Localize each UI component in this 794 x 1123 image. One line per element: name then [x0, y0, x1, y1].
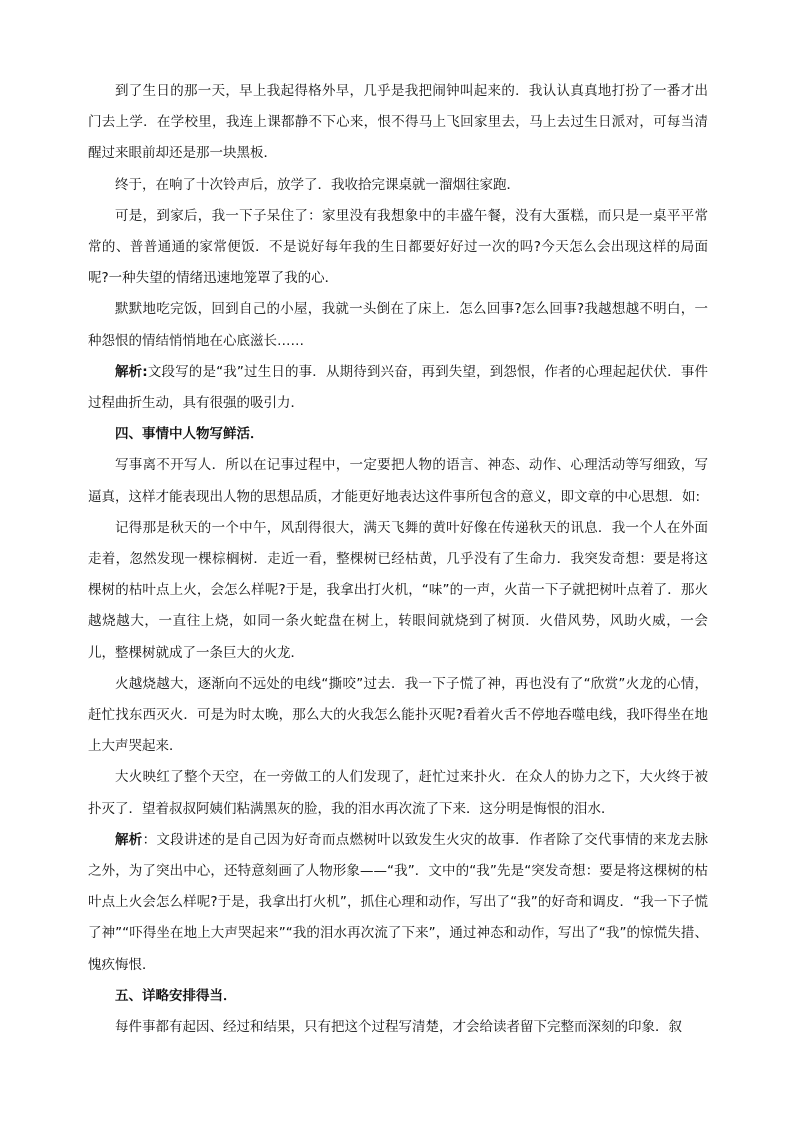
paragraph-disappointment: 可是，到家后，我一下子呆住了：家里没有我想象中的丰盛午餐，没有大蛋糕，而只是一桌平平常常的、普普通通的家常便饭．不是说好每年我的生日都要好好过一次的吗?今天怎么会出现这样的局面呢?一种失望的情绪迅速地笼罩了我的心．	[88, 207, 708, 287]
paragraph-fire-spreads: 火越烧越大，逐渐向不远处的电线“撕咬”过去．我一下子慌了神，再也没有了“欣赏”火龙的心情，赶忙找东西灭火．可是为时太晚，那么大的火我怎么能扑灭呢?看着火舌不停地吞噬电线，我吓得坐在地上大声哭起来．	[88, 675, 708, 755]
analysis-paragraph-2	[88, 825, 708, 981]
paragraph-writing-people: 写事离不开写人．所以在记事过程中，一定要把人物的语言、神态、动作、心理活动等写细致，写逼真，这样才能表现出人物的思想品质，才能更好地表达这件事所包含的意义，即文章的中心思想．如:	[88, 457, 708, 505]
section-heading-5: 五、详略安排得当．	[115, 987, 237, 1004]
paragraph-resentment: 默默地吃完饭，回到自己的小屋，我就一头倒在了床上．怎么回事?怎么回事?我越想越不明白，一种怨恨的情结悄悄地在心底滋长……	[88, 301, 708, 349]
analysis-label: 解析	[115, 831, 143, 848]
paragraph-autumn-tree: 记得那是秋天的一个中午，风刮得很大，满天飞舞的黄叶好像在传递秋天的讯息．我一个人在外面走着，忽然发现一棵棕榈树．走近一看，整棵树已经枯黄，几乎没有了生命力．我突发奇想：要是将这棵树的枯叶点上火，会怎么样呢?于是，我拿出打火机，“味”的一声，火苗一下子就把树叶点着了．那火越烧越大，一直往上烧，如同一条火蛇盘在树上，转眼间就烧到了树顶．火借风势，风助火威，一会儿，整棵树就成了一条巨大的火龙．	[88, 519, 708, 661]
analysis-label: 解析:	[115, 363, 148, 380]
document-page	[88, 76, 708, 1043]
analysis-text: ：文段讲述的是自己因为好奇而点燃树叶以致发生火灾的故事．作者除了交代事情的来龙去脉之外，为了突出中心，还特意刻画了人物形象——“我”．文中的“我”先是“突发奇想：要是将这棵树的枯叶点上火会怎么样呢?于是，我拿出打火机”，抓住心理和动作，写出了“我”的好奇和调皮．“我一下子慌了神”“吓得坐在地上大声哭起来”“我的泪水再次流了下来”，通过神态和动作，写出了“我”的惊慌失措、愧疚悔恨．	[88, 831, 709, 973]
analysis-paragraph-1	[88, 357, 708, 419]
paragraph-fire-extinguished: 大火映红了整个天空，在一旁做工的人们发现了，赶忙过来扑火．在众人的协力之下，大火终于被扑灭了．望着叔叔阿姨们粘满黑灰的脸，我的泪水再次流了下来．这分明是悔恨的泪水．	[88, 769, 708, 817]
paragraph-story-structure: 每件事都有起因、经过和结果，只有把这个过程写清楚，才会给读者留下完整而深刻的印象．叙	[115, 1019, 682, 1036]
section-heading-4: 四、事情中人物写鲜活．	[115, 426, 264, 443]
paragraph-birthday-morning: 到了生日的那一天，早上我起得格外早，几乎是我把闹钟叫起来的．我认认真真地打扮了一番才出门去上学．在学校里，我连上课都静不下心来，恨不得马上飞回家里去，马上去过生日派对，可每当清醒过来眼前却还是那一块黑板．	[88, 83, 708, 162]
analysis-text: 文段写的是“我”过生日的事．从期待到兴奋，再到失望，到怨恨，作者的心理起起伏伏．事件过程曲折生动，具有很强的吸引力．	[88, 363, 708, 412]
paragraph-school-over: 终于，在响了十次铃声后，放学了．我收拾完课桌就一溜烟往家跑．	[115, 176, 520, 193]
